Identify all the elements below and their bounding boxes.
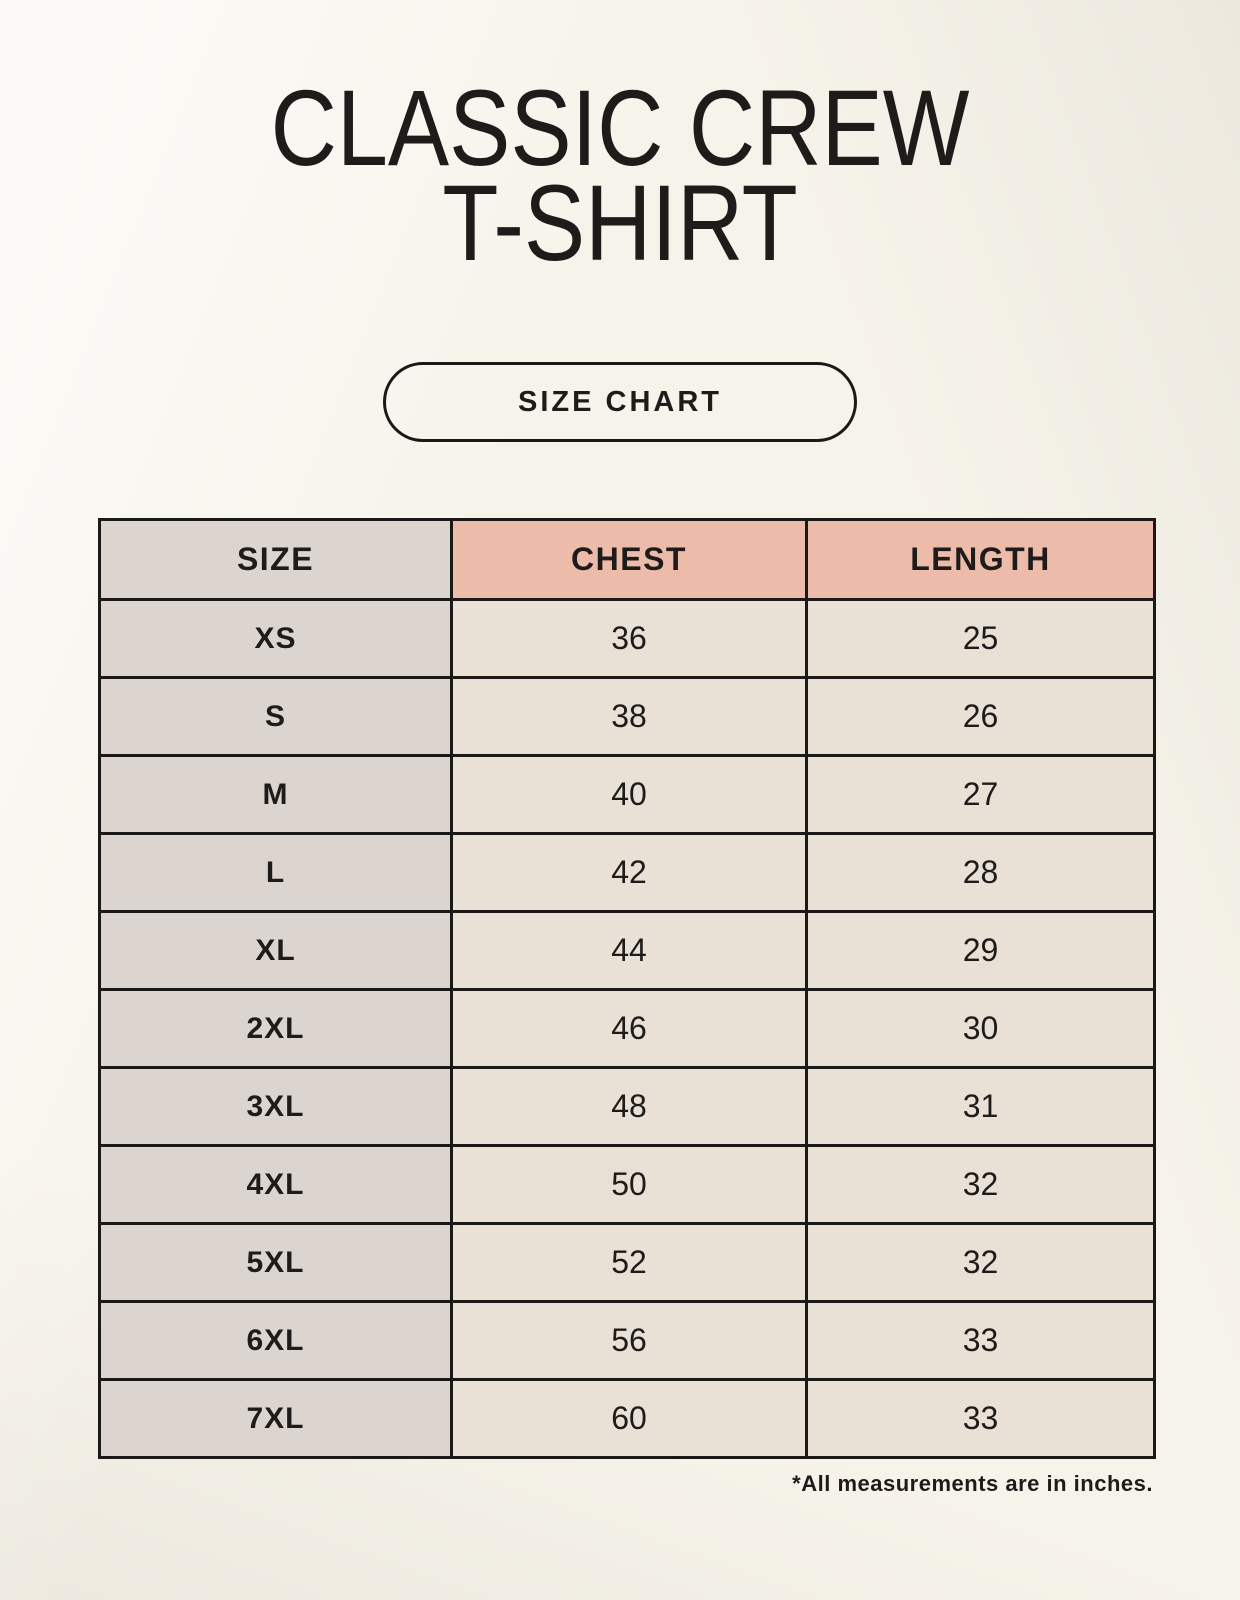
chest-value: 46 — [452, 990, 807, 1068]
table-row — [100, 600, 1155, 678]
chest-value: 40 — [452, 756, 807, 834]
length-value: 31 — [807, 1068, 1155, 1146]
column-header-size: SIZE — [100, 520, 452, 600]
length-value: 25 — [807, 600, 1155, 678]
chest-value: 60 — [452, 1380, 807, 1458]
size-cell: L — [100, 834, 452, 912]
length-value: 30 — [807, 990, 1155, 1068]
chest-value: 38 — [452, 678, 807, 756]
table-body — [100, 600, 1155, 1458]
table-row — [100, 678, 1155, 756]
table-row — [100, 756, 1155, 834]
length-value: 27 — [807, 756, 1155, 834]
size-chart-table — [98, 518, 1156, 1459]
length-value: 28 — [807, 834, 1155, 912]
size-cell: 3XL — [100, 1068, 452, 1146]
chest-value: 42 — [452, 834, 807, 912]
chest-value: 52 — [452, 1224, 807, 1302]
length-value: 29 — [807, 912, 1155, 990]
table-row — [100, 912, 1155, 990]
table-row — [100, 1068, 1155, 1146]
size-cell: 6XL — [100, 1302, 452, 1380]
chest-value: 56 — [452, 1302, 807, 1380]
table-row — [100, 834, 1155, 912]
size-cell: XL — [100, 912, 452, 990]
chest-value: 36 — [452, 600, 807, 678]
length-value: 26 — [807, 678, 1155, 756]
table-header — [100, 520, 1155, 600]
chest-value: 48 — [452, 1068, 807, 1146]
size-cell: 7XL — [100, 1380, 452, 1458]
table-row — [100, 1302, 1155, 1380]
length-value: 32 — [807, 1224, 1155, 1302]
page-title — [93, 67, 1147, 284]
length-value: 33 — [807, 1380, 1155, 1458]
column-header-chest: CHEST — [452, 520, 807, 600]
size-cell: 5XL — [100, 1224, 452, 1302]
size-cell: M — [100, 756, 452, 834]
table-row — [100, 1146, 1155, 1224]
length-value: 33 — [807, 1302, 1155, 1380]
table-row — [100, 990, 1155, 1068]
page-title-line2: T-SHIRT — [442, 162, 798, 284]
header-row — [100, 520, 1155, 600]
page-title-line1: CLASSIC CREW — [270, 67, 970, 188]
size-cell: XS — [100, 600, 452, 678]
size-cell: 2XL — [100, 990, 452, 1068]
length-value: 32 — [807, 1146, 1155, 1224]
size-chart-button[interactable]: SIZE CHART — [383, 362, 857, 442]
chest-value: 50 — [452, 1146, 807, 1224]
size-cell: S — [100, 678, 452, 756]
measurements-note: *All measurements are in inches. — [792, 1471, 1153, 1497]
chest-value: 44 — [452, 912, 807, 990]
table-row — [100, 1380, 1155, 1458]
column-header-length: LENGTH — [807, 520, 1155, 600]
table-row — [100, 1224, 1155, 1302]
size-cell: 4XL — [100, 1146, 452, 1224]
